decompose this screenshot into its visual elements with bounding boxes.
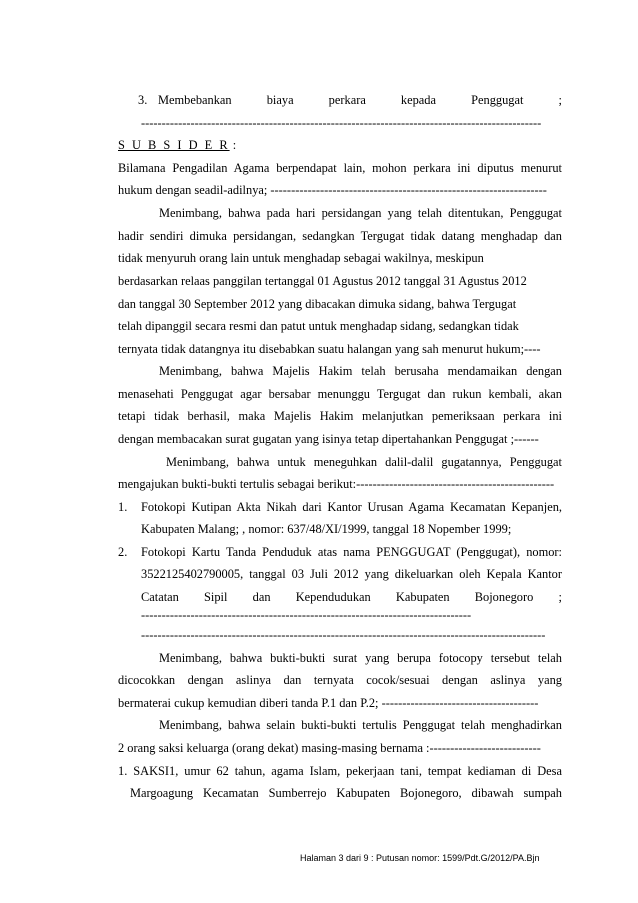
witness-line: 1. SAKSI1, umur 62 tahun, agama Islam, pekerjaan tani, tempat kediaman di Desa	[118, 764, 562, 778]
evidence-1-line: Fotokopi Kutipan Akta Nikah dari Kantor Urusan Agama Kecamatan Kepanjen,	[141, 500, 562, 514]
item-3-number: 3.	[138, 93, 148, 107]
item-3-dashes: -------------------------------------------------------------------------------------------------	[141, 116, 542, 130]
evidence-2-word: Sipil	[204, 590, 228, 604]
item-3-word: kepada	[400, 93, 437, 107]
subsider-title: S U B S I D E R	[118, 138, 230, 152]
paragraph-line: Menimbang, bahwa untuk meneguhkan dalil-dalil gugatannya, Penggugat	[166, 455, 562, 469]
paragraph-line: 2 orang saksi keluarga (orang dekat) masing-masing bernama :---------------------------	[118, 741, 541, 755]
evidence-2-number: 2.	[118, 545, 128, 559]
item-3-word: perkara	[328, 93, 366, 107]
paragraph-line: tidak menyuruh orang lain untuk menghadap sebagai wakilnya, meskipun	[118, 251, 484, 265]
item-3-word: Penggugat	[471, 93, 524, 107]
evidence-2-dashes: --------------------------------------------------------------------------------	[141, 608, 472, 622]
evidence-2-word: Catatan	[141, 590, 179, 604]
paragraph-line: Bilamana Pengadilan Agama berpendapat lain, mohon perkara ini diputus menurut	[118, 161, 562, 175]
item-3-word: ;	[558, 93, 562, 107]
evidence-2-line: Fotokopi Kartu Tanda Penduduk atas nama PENGGUGAT (Penggugat), nomor:	[141, 545, 562, 559]
evidence-2-word: Kabupaten	[395, 590, 450, 604]
paragraph-line: hadir sendiri dimuka persidangan, sedangkan Tergugat tidak datang menghadap dan	[118, 229, 562, 243]
subsider-colon: :	[232, 138, 237, 152]
subsider-heading	[118, 137, 562, 153]
evidence-2-word: dan	[252, 590, 271, 604]
paragraph-line: mengajukan bukti-bukti tertulis sebagai berikut:------------------------------------------------	[118, 477, 555, 491]
evidence-2-last-line	[141, 589, 562, 605]
evidence-2-dashes: --------------------------------------------------------------------------------------------------	[141, 628, 546, 642]
paragraph-line: ternyata tidak datangnya itu disebabkan suatu halangan yang sah menurut hukum;----	[118, 342, 541, 356]
item-3-word: biaya	[266, 93, 294, 107]
paragraph-line: bermaterai cukup kemudian diberi tanda P.1 dan P.2; --------------------------------------	[118, 696, 539, 710]
paragraph-line: tetapi tidak berhasil, maka Majelis Hakim melanjutkan pemeriksaan perkara ini	[118, 409, 562, 423]
paragraph-line: Menimbang, bahwa selain bukti-bukti tertulis Penggugat telah menghadirkan	[159, 718, 562, 732]
witness-line: Margoagung Kecamatan Sumberrejo Kabupaten Bojonegoro, dibawah sumpah	[130, 786, 562, 800]
paragraph-line: telah dipanggil secara resmi dan patut untuk menghadap sidang, sedangkan tidak	[118, 319, 519, 333]
paragraph-line: Menimbang, bahwa pada hari persidangan yang telah ditentukan, Penggugat	[159, 206, 562, 220]
evidence-2-word: Bojonegoro	[474, 590, 534, 604]
item-3-word: Membebankan	[158, 93, 232, 107]
paragraph-line: dan tanggal 30 September 2012 yang dibacakan dimuka sidang, bahwa Tergugat	[118, 297, 517, 311]
evidence-2-line: 3522125402790005, tanggal 03 Juli 2012 yang dikeluarkan oleh Kepala Kantor	[141, 567, 562, 581]
paragraph-line: Menimbang, bahwa Majelis Hakim telah berusaha mendamaikan dengan	[159, 364, 562, 378]
paragraph-line: hukum dengan seadil-adilnya; -------------------------------------------------------------------	[118, 183, 547, 197]
item-3-text	[158, 92, 562, 108]
evidence-1-number: 1.	[118, 500, 128, 514]
paragraph-line: dengan membacakan surat gugatan yang isinya tetap dipertahankan Penggugat ;------	[118, 432, 539, 446]
evidence-2-word: ;	[558, 590, 562, 604]
evidence-2-word: Kependudukan	[295, 590, 371, 604]
paragraph-line: menasehati Penggugat agar bersabar menunggu Tergugat dan rukun kembali, akan	[118, 387, 562, 401]
page-footer: Halaman 3 dari 9 : Putusan nomor: 1599/Pdt.G/2012/PA.Bjn	[300, 853, 540, 863]
paragraph-line: Menimbang, bahwa bukti-bukti surat yang berupa fotocopy tersebut telah	[159, 651, 562, 665]
evidence-1-line: Kabupaten Malang; , nomor: 637/48/XI/1999, tanggal 18 Nopember 1999;	[141, 522, 512, 536]
paragraph-line: dicocokkan dengan aslinya dan ternyata cocok/sesuai dengan aslinya yang	[118, 673, 562, 687]
paragraph-line: berdasarkan relaas panggilan tertanggal 01 Agustus 2012 tanggal 31 Agustus 2012	[118, 274, 527, 288]
